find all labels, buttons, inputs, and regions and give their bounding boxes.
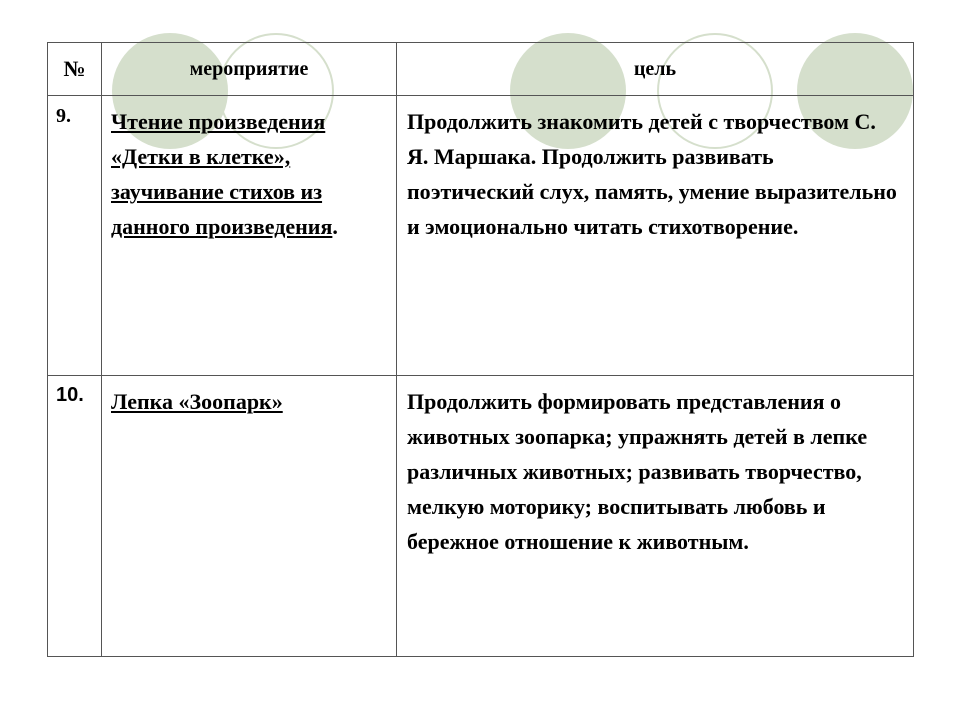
table-row <box>48 376 914 657</box>
event-cell <box>102 96 397 376</box>
table-row <box>48 96 914 376</box>
goal-cell: Продолжить формировать представления о животных зоопарка; упражнять детей в лепке различных животных; развивать творчество, мелкую моторику; воспитывать любовь и бережное отношение к животным. <box>397 376 914 657</box>
event-text: Лепка «Зоопарк» <box>111 389 283 414</box>
header-goal: цель <box>397 43 914 96</box>
header-number: № <box>48 43 102 96</box>
activity-table <box>47 42 914 657</box>
row-number: 9. <box>48 96 102 376</box>
table-header-row <box>48 43 914 96</box>
header-event: мероприятие <box>102 43 397 96</box>
event-cell <box>102 376 397 657</box>
row-number: 10. <box>48 376 102 657</box>
event-text: Чтение произведения «Детки в клетке», заучивание стихов из данного произведения <box>111 109 333 239</box>
event-text-end: . <box>332 214 338 239</box>
goal-cell: Продолжить знакомить детей с творчеством С. Я. Маршака. Продолжить развивать поэтический слух, память, умение выразительно и эмоционально читать стихотворение. <box>397 96 914 376</box>
